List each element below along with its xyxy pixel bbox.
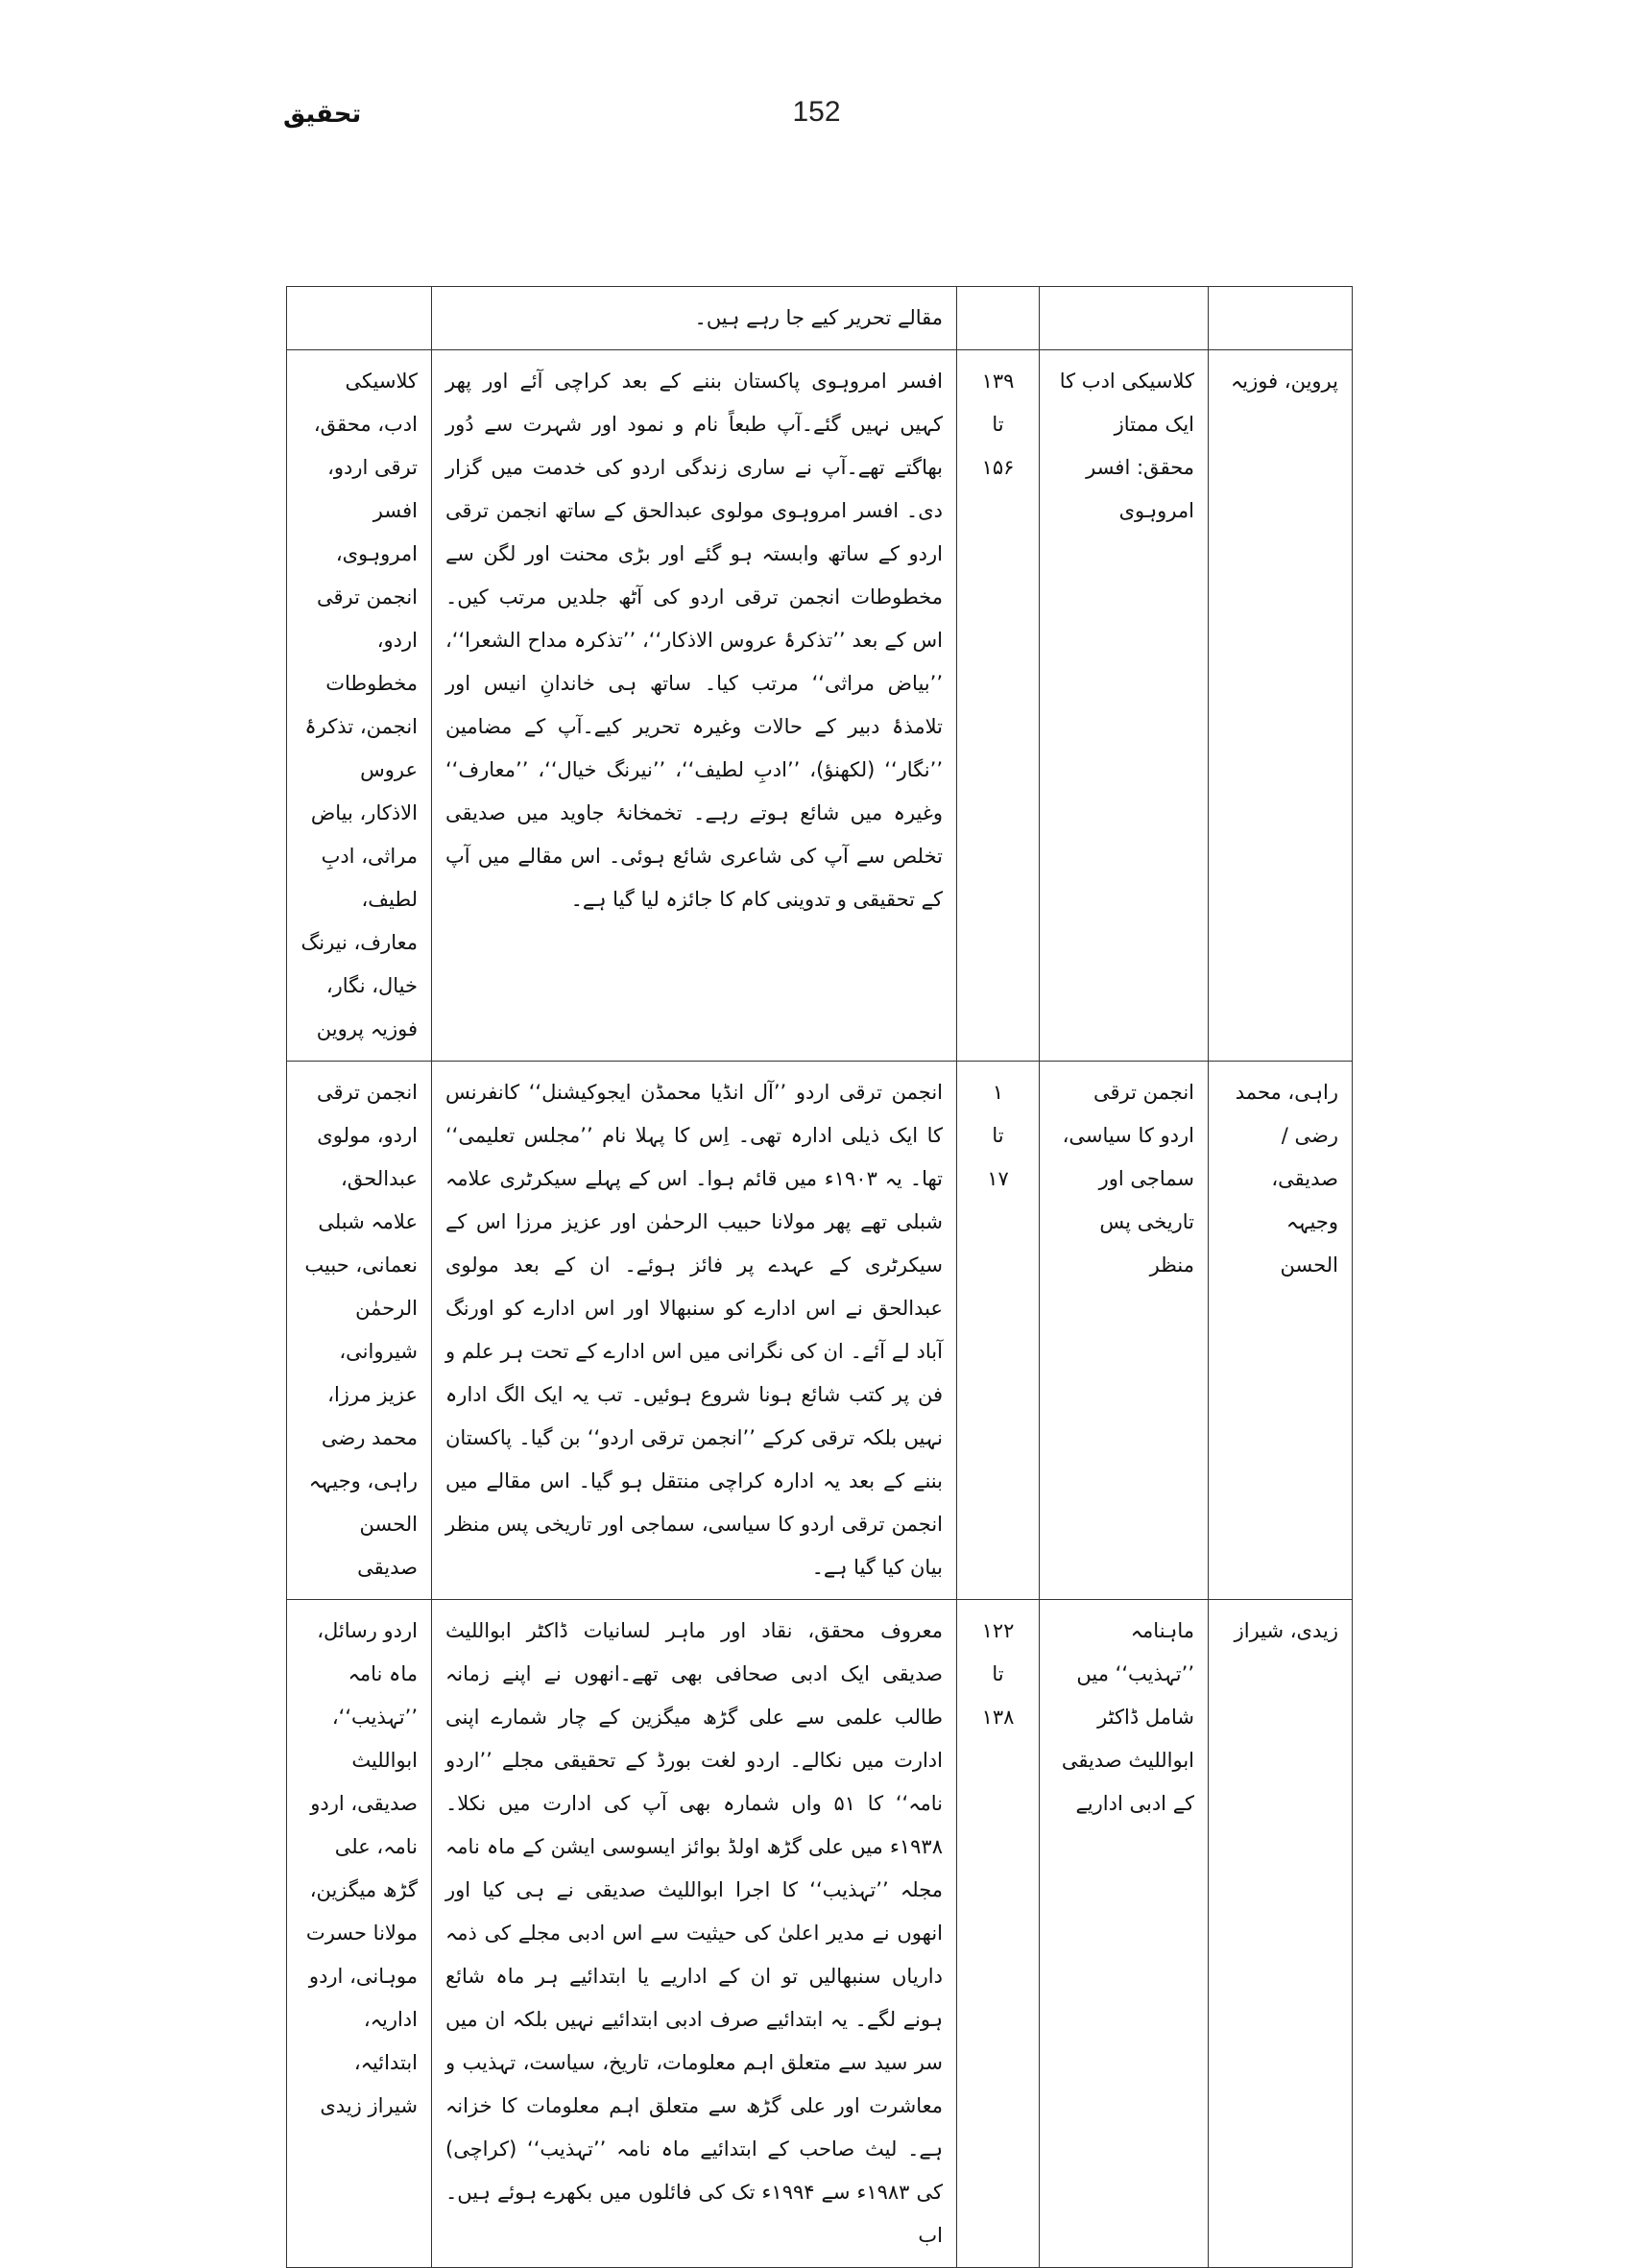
page-separator: تا xyxy=(992,1662,1004,1685)
summary-cell: انجمن ترقی اردو ’’آل انڈیا محمڈن ایجوکیشنل‘‘ کانفرنس کا ایک ذیلی ادارہ تھی۔ اِس کا پہلا نام ’’مجلس تعلیمی‘‘ تھا۔ یہ ۱۹۰۳ء میں قائم ہوا۔ اس کے پہلے سیکرٹری علامہ شبلی تھے پھر مولانا حبیب الرحمٰن اور عزیز مرزا اس کے سیکرٹری کے عہدے پر فائز ہوئے۔ ان کے بعد مولوی عبدالحق نے اس ادارے کو سنبھالا اور اس ادارے کو اورنگ آباد لے آئے۔ ان کی نگرانی میں اس ادارے کے تحت ہر علم و فن پر کتب شائع ہونا شروع ہوئیں۔ تب یہ ایک الگ ادارہ نہیں بلکہ ترقی کرکے ’’انجمن ترقی اردو‘‘ بن گیا۔ پاکستان بننے کے بعد یہ ادارہ کراچی منتقل ہو گیا۔ اس مقالے میں انجمن ترقی اردو کا سیاسی، سماجی اور تاریخی پس منظر بیان کیا گیا ہے۔ xyxy=(432,1062,957,1600)
table-row xyxy=(287,1062,1353,1600)
author-cell: پروین، فوزیہ xyxy=(1209,350,1353,1062)
page-start: ۱۳۹ xyxy=(981,370,1015,393)
table-row xyxy=(287,1600,1353,2268)
keywords-cell: انجمن ترقی اردو، مولوی عبدالحق، علامہ شبلی نعمانی، حبیب الرحمٰن شیروانی، عزیز مرزا، محمد رضی راہی، وجیہہ الحسن صدیقی xyxy=(287,1062,432,1600)
summary-cell: مقالے تحریر کیے جا رہے ہیں۔ xyxy=(432,287,957,350)
title-cell xyxy=(1040,287,1209,350)
keywords-cell: اردو رسائل، ماہ نامہ ’’تہذیب‘‘، ابواللیث صدیقی، اردو نامہ، علی گڑھ میگزین، مولانا حسرت موہانی، اردو اداریہ، ابتدائیہ، شیراز زیدی xyxy=(287,1600,432,2268)
pages-cell xyxy=(957,1600,1040,2268)
page-separator: تا xyxy=(992,413,1004,436)
page-end: ۱۷ xyxy=(987,1167,1009,1190)
keywords-cell xyxy=(287,287,432,350)
author-cell xyxy=(1209,287,1353,350)
page-end: ۱۵۶ xyxy=(981,456,1015,479)
article-index-table xyxy=(286,286,1353,2268)
summary-cell: معروف محقق، نقاد اور ماہر لسانیات ڈاکٹر ابواللیث صدیقی ایک ادبی صحافی بھی تھے۔انھوں نے اپنے زمانہ طالب علمی سے علی گڑھ میگزین کے چار شمارے اپنی ادارت میں نکالے۔ اردو لغت بورڈ کے تحقیقی مجلے ’’اردو نامہ‘‘ کا ۵۱ واں شمارہ بھی آپ کی ادارت میں نکلا۔ ۱۹۳۸ء میں علی گڑھ اولڈ بوائز ایسوسی ایشن کے ماہ نامہ مجلہ ’’تہذیب‘‘ کا اجرا ابواللیث صدیقی نے ہی کیا اور انھوں نے مدیر اعلیٰ کی حیثیت سے اس ادبی مجلے کی ذمہ داریاں سنبھالیں تو ان کے اداریے یا ابتدائیے ہر ماہ شائع ہونے لگے۔ یہ ابتدائیے صرف ادبی ابتدائیے نہیں بلکہ ان میں سر سید سے متعلق اہم معلومات، تاریخ، سیاست، تہذیب و معاشرت اور علی گڑھ سے متعلق اہم معلومات کا خزانہ ہے۔ لیث صاحب کے ابتدائیے ماہ نامہ ’’تہذیب‘‘ (کراچی) کی ۱۹۸۳ء سے ۱۹۹۴ء تک کی فائلوں میں بکھرے ہوئے ہیں۔ اب xyxy=(432,1600,957,2268)
page-separator: تا xyxy=(992,1124,1004,1147)
page-start: ۱۲۲ xyxy=(981,1619,1015,1642)
pages-cell xyxy=(957,1062,1040,1600)
title-cell: کلاسیکی ادب کا ایک ممتاز محقق: افسر امروہوی xyxy=(1040,350,1209,1062)
author-cell: راہی، محمد رضی / صدیقی، وجیہہ الحسن xyxy=(1209,1062,1353,1600)
title-cell: انجمن ترقی اردو کا سیاسی، سماجی اور تاریخی پس منظر xyxy=(1040,1062,1209,1600)
table-row xyxy=(287,287,1353,350)
keywords-cell: کلاسیکی ادب، محقق، ترقی اردو، افسر امروہوی، انجمن ترقی اردو، مخطوطات انجمن، تذکرۂ عروس الاذکار، بیاض مراثی، ادبِ لطیف، معارف، نیرنگ خیال، نگار، فوزیہ پروین xyxy=(287,350,432,1062)
journal-name: تحقیق xyxy=(283,100,362,129)
summary-cell: افسر امروہوی پاکستان بننے کے بعد کراچی آئے اور پھر کہیں نہیں گئے۔آپ طبعاً نام و نمود اور شہرت سے دُور بھاگتے تھے۔آپ نے ساری زندگی اردو کی خدمت میں گزار دی۔ افسر امروہوی مولوی عبدالحق کے ساتھ انجمن ترقی اردو کے ساتھ وابستہ ہو گئے اور بڑی محنت اور لگن سے مخطوطات انجمن ترقی اردو کی آٹھ جلدیں مرتب کیں۔ اس کے بعد ’’تذکرۂ عروس الاذکار‘‘، ’’تذکرہ مداح الشعرا‘‘، ’’بیاض مراثی‘‘ مرتب کیا۔ ساتھ ہی خاندانِ انیس اور تلامذۂ دبیر کے حالات وغیرہ تحریر کیے۔آپ کے مضامین ’’نگار‘‘ (لکھنؤ)، ’’ادبِ لطیف‘‘، ’’نیرنگ خیال‘‘، ’’معارف‘‘ وغیرہ میں شائع ہوتے رہے۔ تخمخانۂ جاوید میں صدیقی تخلص سے آپ کی شاعری شائع ہوئی۔ اس مقالے میں آپ کے تحقیقی و تدوینی کام کا جائزہ لیا گیا ہے۔ xyxy=(432,350,957,1062)
pages-cell xyxy=(957,350,1040,1062)
author-cell: زیدی، شیراز xyxy=(1209,1600,1353,2268)
title-cell: ماہنامہ ’’تہذیب‘‘ میں شامل ڈاکٹر ابواللیث صدیقی کے ادبی اداریے xyxy=(1040,1600,1209,2268)
table-row xyxy=(287,350,1353,1062)
page-end: ۱۳۸ xyxy=(981,1706,1015,1729)
page-number: 152 xyxy=(792,96,841,128)
page-start: ۱ xyxy=(992,1081,1004,1104)
pages-cell xyxy=(957,287,1040,350)
